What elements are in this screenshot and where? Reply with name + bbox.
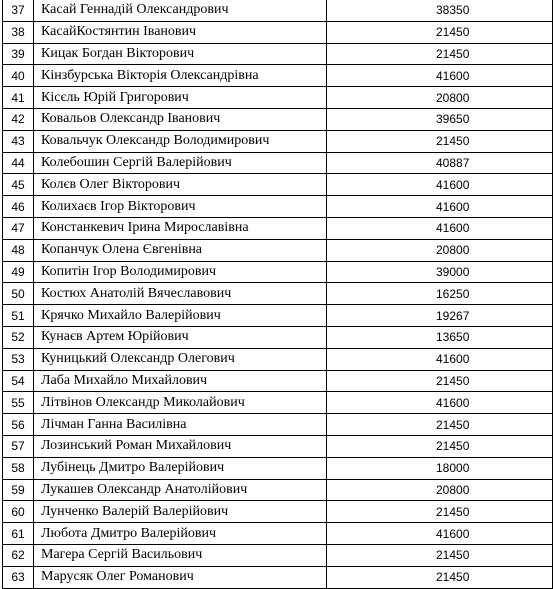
amount-cell: 38350 bbox=[327, 0, 553, 21]
row-number-cell: 40 bbox=[3, 65, 34, 87]
table-row bbox=[3, 523, 553, 545]
table-row bbox=[3, 130, 553, 152]
row-number-cell: 44 bbox=[3, 152, 34, 174]
full-name-cell: Колихаєв Ігор Вікторович bbox=[34, 196, 327, 218]
row-number-cell: 51 bbox=[3, 305, 34, 327]
amount-cell: 39000 bbox=[327, 261, 553, 283]
amount-cell: 41600 bbox=[327, 217, 553, 239]
amount-cell: 39650 bbox=[327, 108, 553, 130]
full-name-cell: Касай Геннадій Олександрович bbox=[34, 0, 327, 21]
row-number-cell: 49 bbox=[3, 261, 34, 283]
table-row bbox=[3, 326, 553, 348]
table-row bbox=[3, 392, 553, 414]
full-name-cell: Лубінець Дмитро Валерійович bbox=[34, 457, 327, 479]
amount-cell: 21450 bbox=[327, 435, 553, 457]
row-number-cell: 50 bbox=[3, 283, 34, 305]
deputies-table bbox=[2, 0, 553, 589]
full-name-cell: Магера Сергій Васильович bbox=[34, 544, 327, 566]
full-name-cell: Лозинський Роман Михайлович bbox=[34, 435, 327, 457]
row-number-cell: 61 bbox=[3, 523, 34, 545]
row-number-cell: 46 bbox=[3, 196, 34, 218]
row-number-cell: 47 bbox=[3, 217, 34, 239]
table-body bbox=[3, 0, 553, 588]
row-number-cell: 60 bbox=[3, 501, 34, 523]
full-name-cell: Лічман Ганна Василівна bbox=[34, 414, 327, 436]
full-name-cell: Ковальов Олександр Іванович bbox=[34, 108, 327, 130]
amount-cell: 21450 bbox=[327, 21, 553, 43]
table-row bbox=[3, 21, 553, 43]
row-number-cell: 63 bbox=[3, 566, 34, 588]
table-row bbox=[3, 414, 553, 436]
amount-cell: 20800 bbox=[327, 479, 553, 501]
row-number-cell: 39 bbox=[3, 43, 34, 65]
amount-cell: 13650 bbox=[327, 326, 553, 348]
table-row bbox=[3, 544, 553, 566]
full-name-cell: Лаба Михайло Михайлович bbox=[34, 370, 327, 392]
row-number-cell: 42 bbox=[3, 108, 34, 130]
full-name-cell: Кунаєв Артем Юрійович bbox=[34, 326, 327, 348]
row-number-cell: 41 bbox=[3, 87, 34, 109]
amount-cell: 16250 bbox=[327, 283, 553, 305]
table-row bbox=[3, 108, 553, 130]
table-row bbox=[3, 566, 553, 588]
table-row bbox=[3, 196, 553, 218]
row-number-cell: 55 bbox=[3, 392, 34, 414]
table-row bbox=[3, 348, 553, 370]
full-name-cell: Літвінов Олександр Миколайович bbox=[34, 392, 327, 414]
table-row bbox=[3, 65, 553, 87]
amount-cell: 19267 bbox=[327, 305, 553, 327]
amount-cell: 20800 bbox=[327, 239, 553, 261]
table-row bbox=[3, 501, 553, 523]
full-name-cell: Марусяк Олег Романович bbox=[34, 566, 327, 588]
full-name-cell: Копанчук Олена Євгенівна bbox=[34, 239, 327, 261]
full-name-cell: Кицак Богдан Вікторович bbox=[34, 43, 327, 65]
full-name-cell: Костюх Анатолій Вячеславович bbox=[34, 283, 327, 305]
amount-cell: 21450 bbox=[327, 414, 553, 436]
full-name-cell: Колебошин Сергій Валерійович bbox=[34, 152, 327, 174]
row-number-cell: 57 bbox=[3, 435, 34, 457]
full-name-cell: Любота Дмитро Валерійович bbox=[34, 523, 327, 545]
row-number-cell: 45 bbox=[3, 174, 34, 196]
amount-cell: 21450 bbox=[327, 43, 553, 65]
row-number-cell: 56 bbox=[3, 414, 34, 436]
table-row bbox=[3, 0, 553, 21]
amount-cell: 20800 bbox=[327, 87, 553, 109]
amount-cell: 21450 bbox=[327, 370, 553, 392]
row-number-cell: 52 bbox=[3, 326, 34, 348]
amount-cell: 41600 bbox=[327, 348, 553, 370]
amount-cell: 21450 bbox=[327, 566, 553, 588]
full-name-cell: Копитін Ігор Володимирович bbox=[34, 261, 327, 283]
row-number-cell: 53 bbox=[3, 348, 34, 370]
table-row bbox=[3, 87, 553, 109]
table-row bbox=[3, 43, 553, 65]
amount-cell: 41600 bbox=[327, 392, 553, 414]
row-number-cell: 37 bbox=[3, 0, 34, 21]
amount-cell: 41600 bbox=[327, 65, 553, 87]
table-row bbox=[3, 283, 553, 305]
full-name-cell: Колєв Олег Вікторович bbox=[34, 174, 327, 196]
full-name-cell: Куницький Олександр Олегович bbox=[34, 348, 327, 370]
full-name-cell: КасайКостянтин Іванович bbox=[34, 21, 327, 43]
table-row bbox=[3, 370, 553, 392]
full-name-cell: Ковальчук Олександр Володимирович bbox=[34, 130, 327, 152]
amount-cell: 18000 bbox=[327, 457, 553, 479]
amount-cell: 41600 bbox=[327, 523, 553, 545]
row-number-cell: 54 bbox=[3, 370, 34, 392]
table-row bbox=[3, 435, 553, 457]
full-name-cell: Крячко Михайло Валерійович bbox=[34, 305, 327, 327]
row-number-cell: 59 bbox=[3, 479, 34, 501]
table-row bbox=[3, 152, 553, 174]
amount-cell: 21450 bbox=[327, 501, 553, 523]
row-number-cell: 62 bbox=[3, 544, 34, 566]
row-number-cell: 43 bbox=[3, 130, 34, 152]
table-row bbox=[3, 457, 553, 479]
full-name-cell: Констанкевич Ірина Мирославівна bbox=[34, 217, 327, 239]
full-name-cell: Лукашев Олександр Анатолійович bbox=[34, 479, 327, 501]
table-row bbox=[3, 479, 553, 501]
amount-cell: 21450 bbox=[327, 130, 553, 152]
amount-cell: 41600 bbox=[327, 196, 553, 218]
amount-cell: 40887 bbox=[327, 152, 553, 174]
amount-cell: 21450 bbox=[327, 544, 553, 566]
full-name-cell: Кісєль Юрій Григорович bbox=[34, 87, 327, 109]
amount-cell: 41600 bbox=[327, 174, 553, 196]
full-name-cell: Кінзбурська Вікторія Олександрівна bbox=[34, 65, 327, 87]
table-row bbox=[3, 261, 553, 283]
table-row bbox=[3, 217, 553, 239]
table-row bbox=[3, 239, 553, 261]
row-number-cell: 58 bbox=[3, 457, 34, 479]
table-row bbox=[3, 305, 553, 327]
row-number-cell: 48 bbox=[3, 239, 34, 261]
row-number-cell: 38 bbox=[3, 21, 34, 43]
full-name-cell: Лунченко Валерій Валерійович bbox=[34, 501, 327, 523]
table-row bbox=[3, 174, 553, 196]
